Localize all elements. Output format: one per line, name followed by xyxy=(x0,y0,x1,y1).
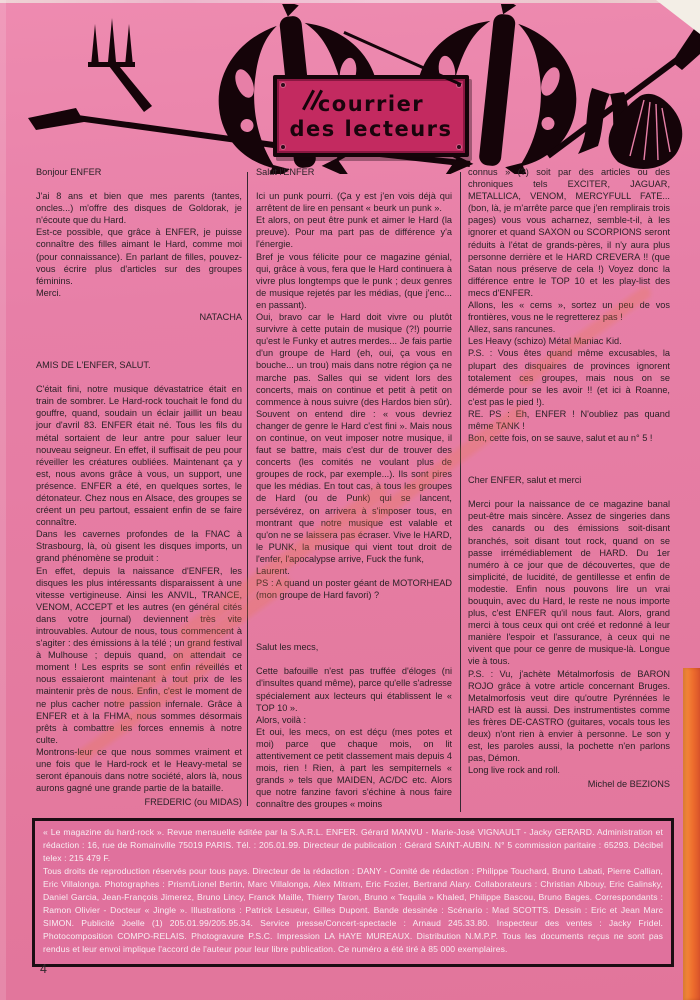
letters-column-3 xyxy=(468,166,670,791)
letter-paragraph: Alors, voilà : xyxy=(256,714,307,725)
column-divider xyxy=(460,172,461,812)
letter-paragraph: Les Heavy (schizo) Métal Maniac Kid. xyxy=(468,336,622,347)
letter-paragraph: Dans les cavernes profondes de la FNAC à Strasbourg, là, où gisent les disques imports, un grand phénomène se produit : xyxy=(36,529,242,564)
letters-column-1 xyxy=(36,166,242,808)
letter-paragraph: En effet, depuis la naissance d'ENFER, les disques les plus intéressants disparaissent à une vitesse vertigineuse. Ainsi les ANVIL, TRANCE, VENOM, ACCEPT et les autres (en général cités dans votre journal) deviennent très vite introuvables. Autour de nous, tous commencent à s'agiter : des émissions à la télé ; un grand festival à Mulhouse ; depuis quand, on attendait ce moment ! Les esprits se sont enfin réveillés et nous essaieront maintenant à tout prix de les maintenir près de nous. Enfin, c'est le moment de ne plus cacher notre passion infernale. Grâce à ENFER et à la FHMA, nous sommes désormais prêts à combattre les forces ennemis à notre culte. xyxy=(36,565,242,745)
letter-paragraph: Merci pour la naissance de ce magazine banal peut-être mais sincère. Assez de singeries dans des canards ou des émissions soit-disant branchés, soit disant tout rock, quand on se passe irrémédiablement de HARD. Du 1er numéro à ce jour que de découvertes, que de simplicité, de lucidité, de gentillesse et enfin de modestie. Enfin nous pouvons lire un vrai bouquin, avec du Hard, le reste ne nous importe plus, c'est ENFER qu'il nous faut. Alors, grand merci à tous ceux qui ont créé et redonné à leur manière l'espoir et l'assurance, à ceux qui ne vivent que pour ce genre de musique-là. Longue vie à tous. xyxy=(468,499,670,667)
letter-signature: NATACHA xyxy=(199,311,242,322)
letter-paragraph: PS : A quand un poster géant de MOTORHEAD (mon groupe de Hard favori) ? xyxy=(256,578,452,601)
letter-paragraph: Ici un punk pourri. (Ça y est j'en vois déjà qui arrêtent de lire en pensant « beurk un punk ». xyxy=(256,191,452,214)
section-title-plate xyxy=(273,75,469,157)
letter-paragraph: Long live rock and roll. xyxy=(468,765,560,776)
letter-heading: AMIS DE L'ENFER, SALUT. xyxy=(36,360,151,371)
letter-paragraph: Et oui, les mecs, on est déçu (mes potes et moi) parce que chaque mois, on lit attentivement ce petit classement mais depuis 4 mois, rien ! Rien, à part les sempiternels « grands » tels que MAIDEN, AC/DC etc. Alors que notre fanzine favori s'échine à nous faire connaître des groupes « moins xyxy=(256,726,452,810)
next-page-edge xyxy=(683,668,700,1000)
letter-paragraph: RE. PS : Eh, ENFER ! N'oubliez pas quand même TANK ! xyxy=(468,408,670,431)
letter-paragraph: Laurent. xyxy=(256,566,290,576)
screw-icon xyxy=(281,145,285,149)
letter-paragraph: P.S. : Vous êtes quand même excusables, la plupart des disquaires de provinces ignorent totalement ces groupes, mais nous on se démerde pour se les avoir !! (et ici à Roanne, c'est pas le pied !). xyxy=(468,348,670,407)
letter-signature: Michel de BEZIONS xyxy=(587,779,670,790)
letter-paragraph: Montrons-leur ce que nous sommes vraiment et une fois que le Hard-rock et le Heavy-metal se seront épanouis dans notre société, alors là, nous aurons gagné une grande partie de la bataille. xyxy=(36,746,242,794)
column-divider xyxy=(247,172,248,806)
page-number: 4 xyxy=(40,962,47,976)
masthead-publisher-line: « Le magazine du hard-rock ». Revue mensuelle éditée par la S.A.R.L. ENFER. Gérard MANVU - Marie-José VIGNAULT - Jacky GERARD. Administration et rédaction : 16, rue de Romainville 75019 PARIS. Tél. : 205.01.99. Directeur de publication : Gérard SAINT-AUBIN. N° 5 commission paritaire : 65293. Décibel telex : 215 479 F. xyxy=(43,827,663,863)
page-corner xyxy=(656,0,700,34)
trident-icon xyxy=(88,18,152,112)
letter-paragraph: Allez, sans rancunes. xyxy=(468,324,556,335)
letter-salutation: Salut les mecs, xyxy=(256,642,319,653)
section-title-line2: des lecteurs xyxy=(289,116,453,141)
letter-paragraph: P.S. : Vu, j'achète Métalmorfosis de BARON ROJO grâce à votre article concernant Bruges. Metalmorfosis veut dire qu'outre Pyrénnées le HARD est là aussi. Des instrumentistes comme les frères DE-CASTRO (guitares, vocals tous les deux) n'ont rien à envier à personne. Le son y est, les paroles aussi, la pochette n'en parlons pas, Démon. xyxy=(468,668,670,764)
letter-paragraph: Merci. xyxy=(36,287,62,298)
letter-paragraph: Allons, les « cems », sortez un peu de vos frontières, vous ne le regretterez pas ! xyxy=(468,300,670,323)
letter-paragraph: Est-ce possible, que grâce à ENFER, je puisse connaître des filles aimant le Hard, comme moi (pour connaissance). En parlant de filles, pouvez-vous écrire plus d'articles sur des groupes féminins. xyxy=(36,227,242,286)
letter-paragraph: C'était fini, notre musique dévastatrice était en train de sombrer. Le Hard-rock touchait le fond du gouffre, quand, soudain un éclair jaillit un beau jour d'avril 83. ENFER était né. Tous les fils du métal sortaient de leur antre pour saluer leur nouveau seigneur. En effet, il suffisait de peu pour réveiller les créatures oubliées. Maintenant ça y est, nous avons grâce à vous, un support, une présence. ENFER a été, en quelques sortes, le détonateur. Chez nous en Alsace, des groupes se créent un peu partout, essaient enfin de se faire connaître. xyxy=(36,384,242,528)
letter-paragraph: Bref je vous félicite pour ce magazine génial, qui, grâce à vous, fera que le Hard continuera à vivre plus longtemps que le punk ; deux genres de musique rejetés par les médias, (que j'enc... en passant). xyxy=(256,251,452,310)
screw-icon xyxy=(281,83,285,87)
letter-signature: FREDERIC (ou MIDAS) xyxy=(144,797,242,808)
letter-salutation: Cher ENFER, salut et merci xyxy=(468,475,582,486)
scan-left-edge xyxy=(0,0,6,1000)
letter-paragraph: Bon, cette fois, on se sauve, salut et au n° 5 ! xyxy=(468,433,653,444)
masthead-box xyxy=(32,818,674,967)
letter-paragraph: Cette bafouille n'est pas truffée d'éloges (ni d'insultes quand même), parce qu'elle s'adresse spécialement aux lecteurs qui établissent le « TOP 10 ». xyxy=(256,666,452,713)
letters-column-2 xyxy=(256,166,452,811)
letter-salutation: Salut l'ENFER xyxy=(256,167,315,177)
masthead-credits-line: Tous droits de reproduction réservés pour tous pays. Directeur de la rédaction : DANY - Comité de rédaction : Philippe Touchard, Bruno Labati, Pierre Callian, Eric Villalonga. Photographes : Prism/Lionel Bertin, Marc Villalonga, Alex Mitram, Eric Fozier, Bertrand Alary. Collaborateurs : Christian Albouy, Eric Galinsky, Daniel Garcia, Jean-François Jimerez, Bruno Lincy, Franck Maille, Thierry Taron, Bruno « Tequila » Khaled, Philippe Bascou, Bruno Bages. Correspondants : Ramon Olivier - Docteur « Jingle ». Illustrations : Patrick Lesueur, Gilles Dupont. Bande dessinée : Scénario : Mad SCOTTS. Dessin : Eric et Jean Marc SIMON. Publicité Joelle (1) 205.01.99/205.95.34. Service presse/Concert-spectacle : Arnaud 245.33.80. Inspecteur des ventes : Jacky Fridel. Photocomposition COMPO-RELAIS. Photogravure P.S.C. Impression LA HAYE MUREAUX. Distribution N.M.P.P. Tous les documents reçus ne sont pas rendus et leur envoi implique l'accord de l'auteur pour leur libre publication. Ce numéro a été tiré à 85 000 exemplaires. xyxy=(43,866,663,954)
letter-paragraph: Et alors, on peut être punk et aimer le Hard (la preuve). Pour ma part pas de différence y'a l'énergie. xyxy=(256,215,452,250)
letter-paragraph: J'ai 8 ans et bien que mes parents (tantes, oncles...) m'offre des disques de Goldorak, je n'écoute que du Hard. xyxy=(36,191,242,226)
scan-top-edge xyxy=(0,0,700,3)
letter-salutation: Bonjour ENFER xyxy=(36,167,102,177)
letter-paragraph: Oui, bravo car le Hard doit vivre ou plutôt survivre à cette putain de musique (?!) pourrie qu'est le Funky et autres merdes... Je fais partie d'un groupe de Hard (eh, oui, ça vous en bouche... un trou) mais dans notre région ça ne marche pas. Salles qui se vident lors des concerts, mais on continue et petit à petit on commence à nous suivre (des Hardos bien sûr). Souvent on entend dire : « vous devriez changer de genre le Hard c'est fini ». Mais nous on continue, on veut imposer notre musique, il faut se battre, mais c'est dur de trouver des concerts (les comités ne voulant plus de groupes de rock, par exemple...). Ils sont pires que les médias. En tout cas, à tous les groupes de Hard (ou de Punk) qui se lancent, persévérez, on arrivera à s'imposer tous, en montrant que notre musique est valable et qu'on ne se laissera pas écraser. Vive le HARD, le PUNK, la musique qui vient tout droit de l'enfer, l'apocalypse arrive, Fuck the funk, xyxy=(256,312,452,564)
letter-paragraph: connus » (?) soit par des articles ou des chroniques tels EXCITER, JAGUAR, METALLICA, VENOM, MERCYFULL FATE... (bon, là, je m'arrête parce que j'en remplirais trois pages) vous vous acharnez, semble-t-il, à les ignorer et quand SAXON ou SCORPIONS seront réduits à l'état de grands-pères, il n'y aura plus personne derrière et le HARD CREVERA !! (que Satan nous préserve de cela !) Voyez donc la différence entre le TOP 10 et les play-list des mecs d'ENFER. xyxy=(468,167,670,298)
screw-icon xyxy=(457,145,461,149)
section-title-line1: courrier xyxy=(317,91,425,116)
